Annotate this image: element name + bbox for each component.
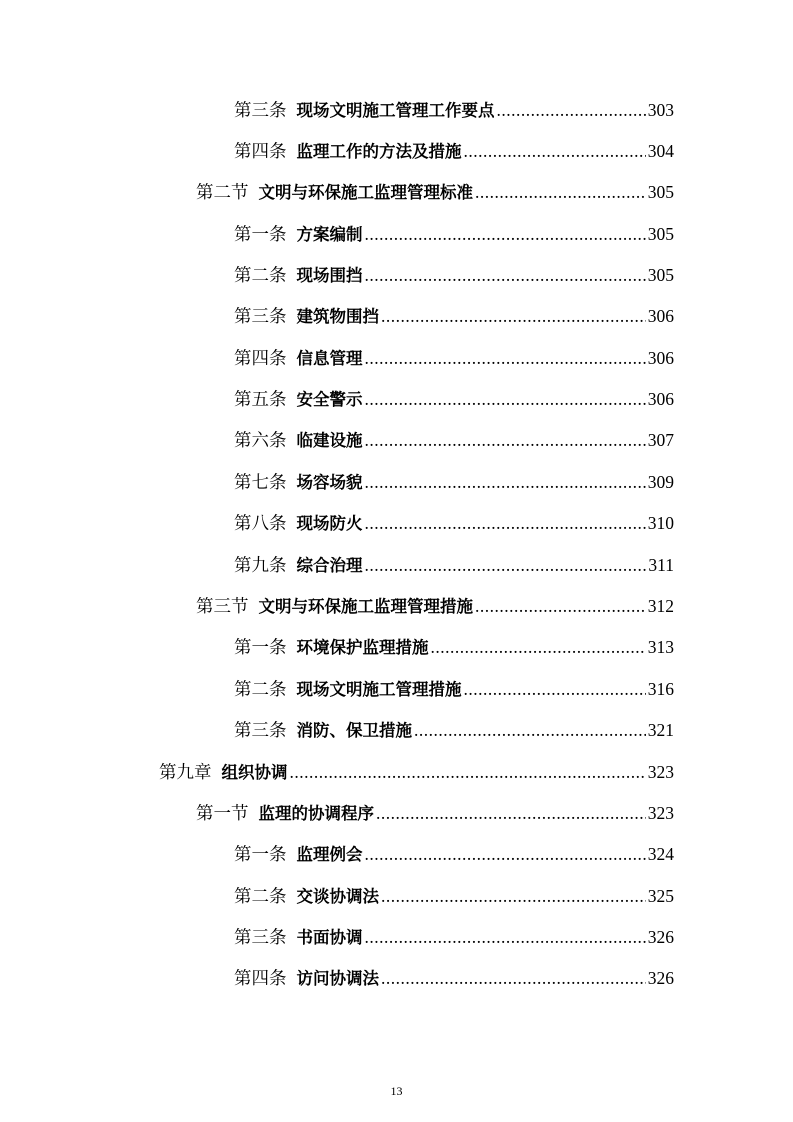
toc-entry-number: 第八条 bbox=[234, 514, 287, 534]
toc-entry-number: 第三条 bbox=[234, 101, 287, 121]
dot-leader bbox=[464, 674, 646, 704]
toc-entry-number: 第二条 bbox=[234, 887, 287, 907]
toc-entry-title: 综合治理 bbox=[296, 556, 363, 575]
toc-entry-number: 第五条 bbox=[234, 390, 287, 410]
toc-entry-page: 306 bbox=[647, 306, 674, 326]
toc-entry-page: 325 bbox=[647, 886, 674, 906]
toc-entry-number: 第三条 bbox=[234, 721, 287, 741]
toc-entry-page: 323 bbox=[647, 803, 674, 823]
toc-entry-page: 312 bbox=[647, 596, 674, 616]
toc-entry[interactable] bbox=[196, 798, 674, 828]
toc-entry-title: 现场防火 bbox=[296, 514, 363, 533]
toc-entry-page: 306 bbox=[647, 389, 674, 409]
toc-entry[interactable] bbox=[234, 136, 674, 166]
toc-entry-number: 第一条 bbox=[234, 845, 287, 865]
toc-entry-number: 第一条 bbox=[234, 638, 287, 658]
toc-entry[interactable] bbox=[196, 591, 674, 621]
dot-leader bbox=[365, 260, 646, 290]
toc-entry-number: 第四条 bbox=[234, 142, 287, 162]
dot-leader bbox=[290, 757, 646, 787]
dot-leader bbox=[381, 881, 646, 911]
toc-entry-title: 现场围挡 bbox=[296, 266, 363, 285]
toc-entry[interactable] bbox=[234, 963, 674, 993]
toc-entry-page: 305 bbox=[647, 265, 674, 285]
toc-entry[interactable] bbox=[234, 508, 674, 538]
dot-leader bbox=[475, 591, 646, 621]
dot-leader bbox=[365, 550, 647, 580]
toc-entry-page: 307 bbox=[647, 430, 674, 450]
toc-entry-page: 321 bbox=[647, 720, 674, 740]
toc-entry[interactable] bbox=[234, 467, 674, 497]
toc-entry-number: 第四条 bbox=[234, 349, 287, 369]
toc-entry-title: 场容场貌 bbox=[296, 473, 363, 492]
toc-entry-title: 现场文明施工管理工作要点 bbox=[296, 101, 495, 120]
toc-entry-number: 第一条 bbox=[234, 225, 287, 245]
toc-entry-page: 311 bbox=[648, 555, 674, 575]
toc-entry-page: 305 bbox=[647, 224, 674, 244]
toc-entry[interactable] bbox=[234, 384, 674, 414]
dot-leader bbox=[381, 301, 646, 331]
toc-entry-title: 消防、保卫措施 bbox=[296, 721, 412, 740]
toc-entry[interactable] bbox=[234, 301, 674, 331]
dot-leader bbox=[365, 467, 646, 497]
toc-entry-page: 316 bbox=[647, 679, 674, 699]
dot-leader bbox=[365, 839, 646, 869]
toc-entry-page: 309 bbox=[647, 472, 674, 492]
dot-leader bbox=[431, 632, 646, 662]
toc-entry-title: 监理工作的方法及措施 bbox=[296, 142, 462, 161]
toc-entry-title: 访问协调法 bbox=[296, 969, 379, 988]
page-number: 13 bbox=[390, 1084, 403, 1098]
toc-entry[interactable] bbox=[196, 177, 674, 207]
toc-entry[interactable] bbox=[234, 715, 674, 745]
toc-entry-title: 文明与环保施工监理管理标准 bbox=[258, 183, 473, 202]
toc-entry-number: 第二节 bbox=[196, 183, 249, 203]
toc-entry-number: 第二条 bbox=[234, 680, 287, 700]
toc-entry-page: 303 bbox=[647, 100, 674, 120]
toc-entry-title: 现场文明施工管理措施 bbox=[296, 680, 462, 699]
dot-leader bbox=[365, 384, 646, 414]
dot-leader bbox=[497, 95, 646, 125]
dot-leader bbox=[365, 343, 646, 373]
toc-entry-page: 305 bbox=[647, 182, 674, 202]
toc-entry-page: 326 bbox=[647, 927, 674, 947]
toc-entry-number: 第九条 bbox=[234, 556, 287, 576]
toc-entry-page: 323 bbox=[647, 762, 674, 782]
toc-entry-number: 第四条 bbox=[234, 969, 287, 989]
toc-entry-number: 第三条 bbox=[234, 928, 287, 948]
toc-entry[interactable] bbox=[234, 550, 674, 580]
dot-leader bbox=[376, 798, 646, 828]
toc-entry-title: 监理的协调程序 bbox=[258, 804, 374, 823]
toc-entry[interactable] bbox=[234, 922, 674, 952]
toc-entry[interactable] bbox=[234, 881, 674, 911]
toc-entry-number: 第二条 bbox=[234, 266, 287, 286]
toc-entry-title: 临建设施 bbox=[296, 431, 363, 450]
toc-entry-number: 第七条 bbox=[234, 473, 287, 493]
dot-leader bbox=[381, 963, 646, 993]
toc-entry-number: 第六条 bbox=[234, 431, 287, 451]
toc-entry[interactable] bbox=[234, 219, 674, 249]
dot-leader bbox=[475, 177, 646, 207]
dot-leader bbox=[365, 425, 646, 455]
dot-leader bbox=[365, 922, 646, 952]
toc-entry[interactable] bbox=[234, 674, 674, 704]
toc-entry-title: 交谈协调法 bbox=[296, 887, 379, 906]
toc-entry[interactable] bbox=[234, 632, 674, 662]
toc-entry[interactable] bbox=[234, 425, 674, 455]
toc-entry[interactable] bbox=[234, 95, 674, 125]
dot-leader bbox=[414, 715, 646, 745]
toc-entry-title: 文明与环保施工监理管理措施 bbox=[258, 597, 473, 616]
toc-entry-page: 324 bbox=[647, 844, 674, 864]
dot-leader bbox=[464, 136, 646, 166]
toc-entry-title: 书面协调 bbox=[296, 928, 363, 947]
toc-entry-page: 313 bbox=[647, 637, 674, 657]
dot-leader bbox=[365, 508, 646, 538]
toc-entry-page: 306 bbox=[647, 348, 674, 368]
toc-entry-page: 304 bbox=[647, 141, 674, 161]
toc-entry-title: 信息管理 bbox=[296, 349, 363, 368]
toc-entry-number: 第三节 bbox=[196, 597, 249, 617]
toc-entry[interactable] bbox=[234, 839, 674, 869]
toc-entry-title: 监理例会 bbox=[296, 845, 363, 864]
toc-entry[interactable] bbox=[159, 757, 674, 787]
toc-entry-number: 第九章 bbox=[159, 763, 212, 783]
toc-entry[interactable] bbox=[234, 260, 674, 290]
toc-entry-title: 安全警示 bbox=[296, 390, 363, 409]
toc-entry-number: 第三条 bbox=[234, 307, 287, 327]
toc-entry-title: 环境保护监理措施 bbox=[296, 638, 429, 657]
dot-leader bbox=[365, 219, 646, 249]
toc-entry-title: 组织协调 bbox=[221, 763, 288, 782]
toc-entry-title: 方案编制 bbox=[296, 225, 363, 244]
toc-entry[interactable] bbox=[234, 343, 674, 373]
toc-entry-number: 第一节 bbox=[196, 804, 249, 824]
toc-entry-title: 建筑物围挡 bbox=[296, 307, 379, 326]
toc-entry-page: 310 bbox=[647, 513, 674, 533]
toc-entry-page: 326 bbox=[647, 968, 674, 988]
